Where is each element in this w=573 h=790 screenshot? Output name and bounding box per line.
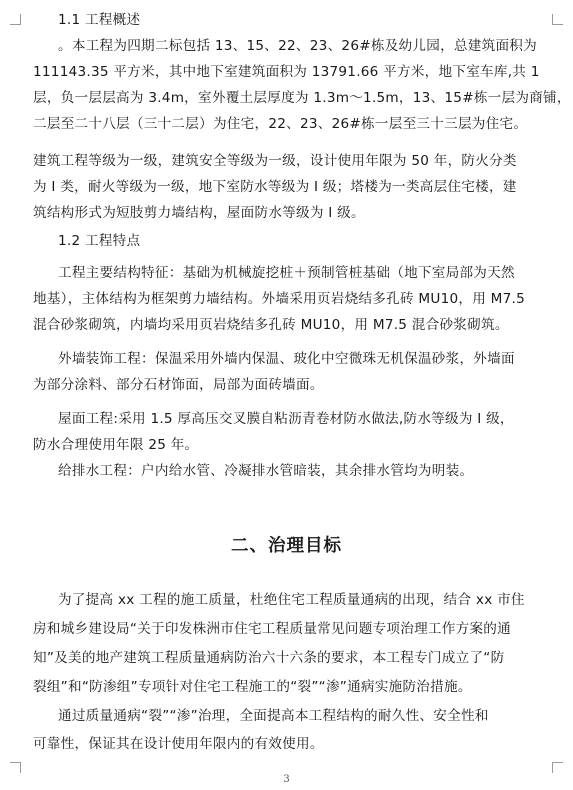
paragraph-line: 房和城乡建设局“关于印发株洲市住宅工程质量常见问题专项治理工作方案的通 [33,621,511,637]
paragraph-line: 工程主要结构特征：基础为机械旋挖桩＋预制管桩基础（地下室局部为天然 [58,265,515,281]
paragraph-line: 层，负一层层高为 3.4m，室外覆土层厚度为 1.3m～1.5m，13、15#栋一层为商铺， [33,90,571,106]
paragraph-line: 外墙装饰工程：保温采用外墙内保温、玻化中空微珠无机保温砂浆，外墙面 [58,351,515,367]
paragraph-line: 为了提高 xx 工程的施工质量，杜绝住宅工程质量通病的出现，结合 xx 市住 [58,592,525,608]
corner-crop-mark [552,14,563,25]
corner-crop-mark [10,14,21,25]
section-heading-1-2: 1.2 工程特点 [58,233,141,249]
paragraph-line: 防水合理使用年限 25 年。 [33,437,199,453]
paragraph-line: 二层至二十八层（三十二层）为住宅，22、23、26#栋一层至三十三层为住宅。 [33,116,528,132]
section-heading-1-1: 1.1 工程概述 [58,12,141,28]
corner-crop-mark [552,762,563,773]
page-number: 3 [283,774,290,785]
corner-crop-mark [10,762,21,773]
paragraph-line: 地基），主体结构为框架剪力墙结构。外墙采用页岩烧结多孔砖 MU10，用 M7.5 [33,291,525,307]
paragraph-line: 111143.35 平方米，其中地下室建筑面积为 13791.66 平方米，地下室车库,共 1 [33,64,540,80]
paragraph-line: 知”及美的地产建筑工程质量通病防治六十六条的要求，本工程专门成立了“防 [33,650,505,666]
paragraph-line: 可靠性，保证其在设计使用年限内的有效使用。 [33,736,324,752]
paragraph-line: 建筑工程等级为一级，建筑安全等级为一级，设计使用年限为 50 年，防火分类 [33,153,517,169]
paragraph-line: 。本工程为四期二标包括 13、15、22、23、26#栋及幼儿园，总建筑面积为 [58,38,537,54]
paragraph-line: 为 I 类，耐火等级为一级，地下室防水等级为 I 级；塔楼为一类高层住宅楼，建 [33,179,517,195]
chapter-heading: 二、治理目标 [231,536,342,556]
paragraph-line: 裂组”和“防渗组”专项针对住宅工程施工的“裂”“渗”通病实施防治措施。 [33,679,472,695]
paragraph-line: 屋面工程:采用 1.5 厚高压交叉膜自粘沥青卷材防水做法,防水等级为 I 级， [58,411,514,427]
paragraph-line: 给排水工程：户内给水管、冷凝排水管暗装，其余排水管均为明装。 [58,463,474,479]
paragraph-line: 为部分涂料、部分石材饰面，局部为面砖墙面。 [33,377,324,393]
paragraph-line: 通过质量通病“裂”“渗”治理，全面提高本工程结构的耐久性、安全性和 [58,708,489,724]
paragraph-line: 筑结构形式为短肢剪力墙结构，屋面防水等级为 I 级。 [33,205,365,221]
paragraph-line: 混合砂浆砌筑，内墙均采用页岩烧结多孔砖 MU10，用 M7.5 混合砂浆砌筑。 [33,317,509,333]
